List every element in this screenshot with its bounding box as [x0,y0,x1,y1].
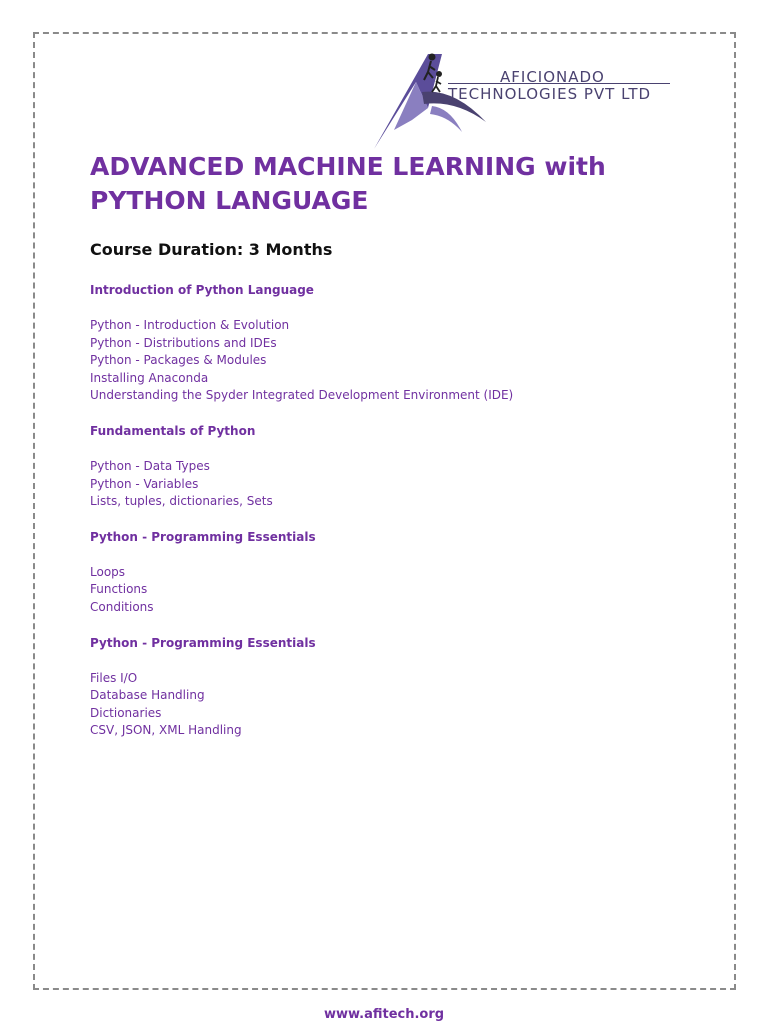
section-heading: Python - Programming Essentials [90,635,316,650]
list-item: CSV, JSON, XML Handling [90,723,242,738]
list-item: Python - Introduction & Evolution [90,318,290,332]
logo-company-name: AFICIONADO [500,68,605,86]
course-duration: Course Duration: 3 Months [90,240,333,259]
section-heading: Python - Programming Essentials [90,529,316,544]
list-item: Dictionaries [90,705,162,720]
company-logo [372,48,678,152]
course-outline [90,282,690,740]
section-item-list [90,564,690,617]
list-item: Installing Anaconda [90,370,209,385]
section-heading: Introduction of Python Language [90,283,314,297]
section-heading: Fundamentals of Python [90,423,256,438]
list-item: Python - Variables [90,476,199,491]
logo-company-suffix: TECHNOLOGIES PVT LTD [448,85,652,103]
section-item-list [90,670,690,740]
list-item: Python - Distributions and IDEs [90,335,277,350]
section-introduction [90,282,690,405]
footer-website-link[interactable]: www.afitech.org [323,1007,445,1022]
list-item: Python - Packages & Modules [90,353,267,368]
section-item-list [90,458,690,511]
section-fundamentals [90,423,690,511]
list-item: Database Handling [90,688,205,703]
list-item: Loops [90,564,126,579]
list-item: Lists, tuples, dictionaries, Sets [90,494,273,509]
section-programming-essentials-2 [90,635,690,740]
list-item: Python - Data Types [90,458,210,473]
title-line-2: PYTHON LANGUAGE [90,186,369,215]
section-item-list [90,317,690,405]
list-item: Functions [90,582,148,597]
list-item: Understanding the Spyder Integrated Development Environment (IDE) [90,388,514,403]
section-programming-essentials [90,529,690,617]
list-item: Conditions [90,599,154,614]
title-line-1: ADVANCED MACHINE LEARNING with [90,152,606,181]
list-item: Files I/O [90,670,138,685]
page-title [90,150,690,218]
